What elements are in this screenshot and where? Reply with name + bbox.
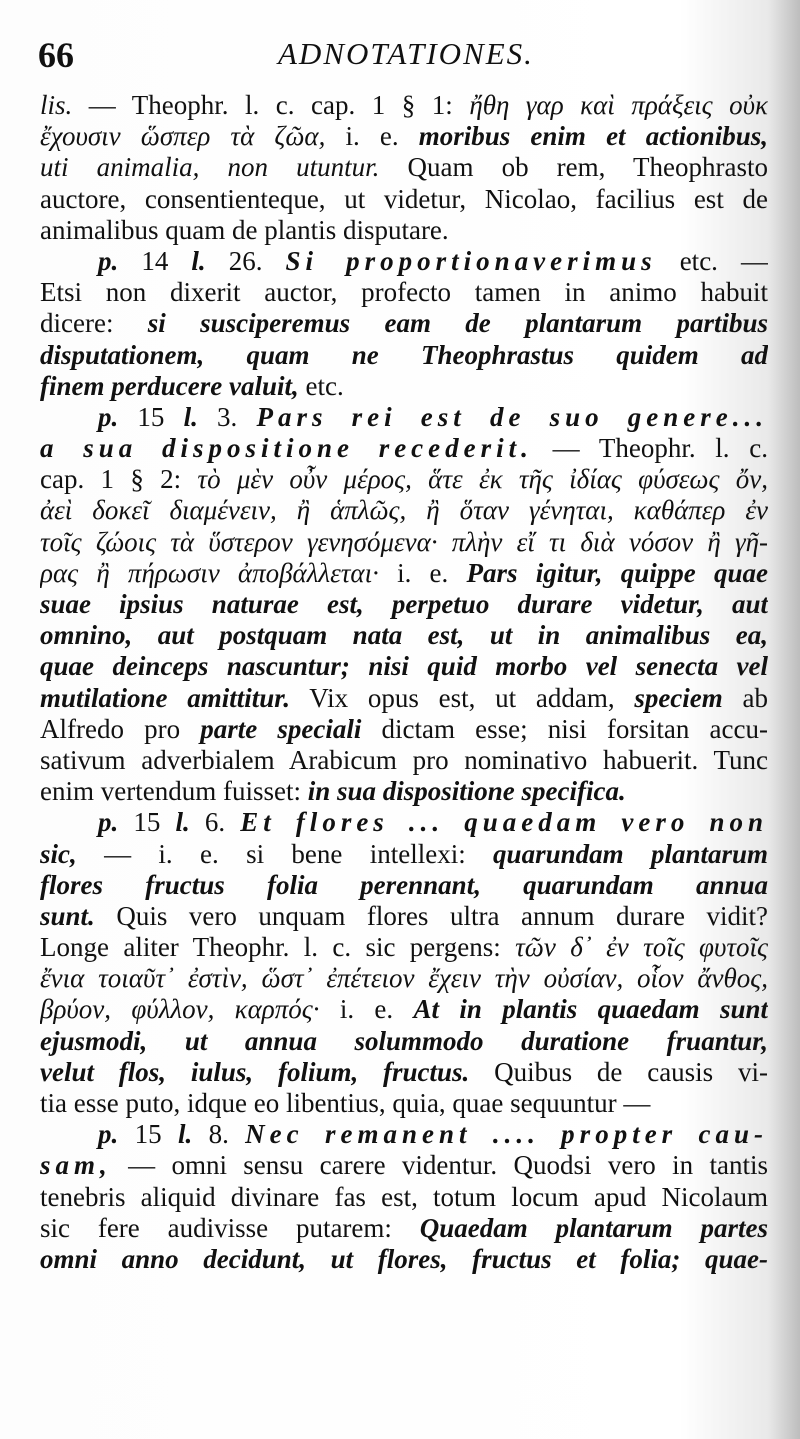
roman-text: Vix opus est, ut addam, [290,682,635,713]
italic-bold-text: mutilatione amittitur. [40,682,291,713]
italic-bold-text: omni anno decidunt, ut flores, fructus et folia; quae- [40,1243,768,1274]
text-line [40,464,768,495]
text-line [40,340,768,371]
roman-text: Etsi non dixerit auctor, profecto tamen in animo habuit [40,277,768,308]
text-line [40,839,768,870]
italic-bold-text: sunt. [40,900,95,931]
italic-bold-text: l. [183,401,198,432]
italic-bold-text: l. [175,807,190,838]
roman-text: etc. [298,370,344,401]
spaced-italic-text: a sua dispositione recederit. [40,433,533,464]
text-line [40,870,768,901]
roman-text: 26. [205,245,286,276]
text-line [40,932,768,963]
text-line [40,402,768,433]
text-line [40,745,768,776]
roman-text: — omni sensu carere videntur. Quodsi vero in tantis [111,1150,768,1181]
roman-text: Quibus de causis vi- [469,1056,768,1087]
roman-text: cap. 1 § 2: [40,464,198,495]
italic-bold-text: finem perducere valuit, [40,370,299,401]
text-line [40,807,768,838]
roman-text: 6. [189,807,241,838]
roman-text: i. e. [345,121,419,152]
running-head: ADNOTATIONES. [278,36,534,71]
text-line [40,714,768,745]
italic-text: uti animalia, non utuntur. [40,152,380,183]
text-line [40,1088,768,1119]
text-line [40,308,768,339]
text-line [40,246,768,277]
italic-bold-text: ejusmodi, ut annua solummodo duratione fruantur, [40,1025,768,1056]
text-line [40,1057,768,1088]
italic-bold-text: velut flos, iulus, folium, fructus. [40,1056,470,1087]
roman-text: 14 [118,245,192,276]
text-line [40,433,768,464]
italic-bold-text: p. [98,401,119,432]
roman-text: Longe aliter Theophr. l. c. sic pergens: [40,932,516,963]
roman-text: — Theophr. l. c. [532,433,768,464]
italic-bold-text: At in plantis quaedam sunt [413,994,768,1025]
italic-bold-text: in sua dispositione specifica. [307,776,626,807]
page-header [38,34,758,82]
roman-text: etc. — [656,245,768,276]
text-line [40,776,768,807]
roman-text: animalibus quam de plantis disputare. [40,214,449,245]
greek-text: ἔχουσιν ὥσπερ τὰ ζῶα, [40,121,346,152]
roman-text: 3. [197,401,257,432]
roman-text: 8. [192,1119,246,1150]
italic-bold-text: p. [98,245,119,276]
text-line [40,184,768,215]
italic-bold-text: l. [191,245,206,276]
text-line [40,589,768,620]
roman-text: 15 [118,807,176,838]
roman-text: Quis vero unquam flores ultra annum durare vidit? [94,900,768,931]
italic-bold-text: suae ipsius naturae est, perpetuo durare videtur, aut [40,589,768,619]
greek-text: ἤθη γαρ καὶ πράξεις οὐκ [469,90,768,120]
roman-text: tia esse puto, idque eo libentius, quia, quae sequuntur — [40,1088,651,1118]
italic-bold-text: parte speciali [200,713,362,744]
italic-text: lis. [40,90,73,120]
roman-text: — Theophr. l. c. cap. 1 § 1: [72,90,470,120]
greek-text: τὸ μὲν οὖν μέρος, ἅτε ἐκ τῆς ἰδίας φύσεως ὄν, [197,464,768,495]
roman-text: tenebris aliquid divinare fas est, totum locum apud Nicolaum [40,1181,768,1212]
text-line [40,901,768,932]
text-line [40,651,768,682]
greek-text: ἀεὶ δοκεῖ διαμένειν, ἢ ἁπλῶς, ἢ ὅταν γένηται, καθάπερ ἐν [40,495,768,526]
text-line [40,121,768,152]
italic-bold-text: moribus enim et actionibus, [418,121,768,152]
text-line [40,963,768,994]
roman-text: sic fere audivisse putarem: [40,1212,420,1243]
page-number: 66 [38,35,74,75]
spaced-italic-text: Pars rei est de suo genere... [256,401,768,432]
italic-bold-text: quarundam plantarum [493,838,768,869]
roman-text: 15 [118,401,184,432]
text-line [40,371,768,402]
text-line [40,1150,768,1181]
text-line [40,1119,768,1150]
text-line [40,1182,768,1213]
text-line [40,527,768,558]
spaced-italic-text: sam, [40,1150,112,1181]
text-line [40,90,768,121]
text-line [40,1213,768,1244]
text-line [40,1244,768,1275]
roman-text: enim vertendum fuisset: [40,776,308,807]
text-line [40,1026,768,1057]
italic-bold-text: p. [98,807,119,838]
roman-text: dictam esse; nisi forsitan accu- [361,713,768,744]
roman-text: dicere: [40,308,148,339]
spaced-italic-text: Nec remanent .... propter cau- [245,1119,768,1150]
body-text [40,90,768,1275]
text-line [40,994,768,1025]
spaced-italic-text: Et flores ... quaedam vero non [240,807,768,838]
roman-text: i. e. [397,557,467,588]
roman-text: 15 [118,1119,178,1150]
roman-text: sativum adverbialem Arabicum pro nominativo habuerit. Tunc [40,744,768,775]
text-line [40,215,768,246]
roman-text: — i. e. si bene intellexi: [76,838,494,869]
text-line [40,683,768,714]
text-line [40,152,768,183]
italic-bold-text: p. [98,1119,119,1150]
italic-bold-text: omnino, aut postquam nata est, ut in animalibus ea, [40,620,768,651]
greek-text: ρας ἢ πήρωσιν ἀποβάλλεται· [40,557,398,588]
text-line [40,495,768,526]
text-line [40,620,768,651]
greek-text: τοῖς ζώοις τὰ ὕστερον γενησόμενα· πλὴν εἴ τι διὰ νόσον ἢ γῆ- [40,526,768,557]
italic-bold-text: Pars igitur, quippe quae [466,557,768,588]
italic-bold-text: quae deinceps nascuntur; nisi quid morbo vel senecta vel [40,651,768,682]
greek-text: βρύον, φύλλον, καρπός· [40,994,340,1025]
italic-bold-text: sic, [40,838,77,869]
italic-bold-text: Quaedam plantarum partes [419,1212,768,1243]
roman-text: ab [722,682,768,713]
greek-text: ἔνια τοιαῦτ᾽ ἐστὶν, ὥστ᾽ ἐπέτειον ἔχειν τὴν οὐσίαν, οἷον ἄνθος, [40,963,768,994]
roman-text: Quam ob rem, Theophrasto [379,152,768,183]
roman-text: auctore, consentienteque, ut videtur, Nicolao, facilius est de [40,183,768,214]
italic-bold-text: flores fructus folia perennant, quarundam annua [40,869,768,900]
italic-bold-text: l. [177,1119,193,1150]
italic-bold-text: disputationem, quam ne Theophrastus quidem ad [40,339,768,370]
spaced-italic-text: Si proportionaverimus [285,245,657,276]
italic-bold-text: speciem [634,682,723,713]
text-line [40,558,768,589]
text-line [40,277,768,308]
roman-text: Alfredo pro [40,713,201,744]
roman-text: i. e. [339,994,414,1025]
italic-bold-text: si susciperemus eam de plantarum partibus [147,308,768,339]
greek-text: τῶν δ᾽ ἐν τοῖς φυτοῖς [515,932,768,963]
